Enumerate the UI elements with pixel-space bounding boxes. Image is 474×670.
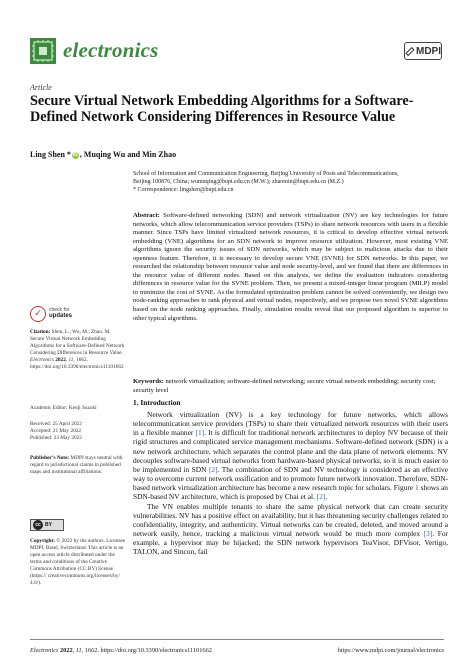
citation-link[interactable]: [1] bbox=[195, 428, 205, 438]
check-for-updates-button[interactable] bbox=[30, 306, 72, 322]
publisher-name: MDPI bbox=[416, 45, 441, 57]
cc-license-badge[interactable] bbox=[30, 519, 64, 531]
abstract-label: Abstract: bbox=[133, 212, 160, 219]
abstract-text: Software-defined networking (SDN) and network virtualization (NV) are key technologies for future networks, which allow telecommunication service providers (TSPs) to share network resources with users in a flexible manner. Since TSPs have limited virtualized network resources, it is critical to develop effective virtual network embedding (VNE) algorithms for an SDN network to improve resource utilization. However, most existing VNE algorithms ignore the security issues of SDN networks, which may be subject to malicious attacks due to their openness feature. Therefore, it is necessary to develop secure VNE (SVNE) for SDN networks. In this paper, we researched the relationship between resource value and node security-level, and we found that there are differences in the resource value of different nodes. Based on this analysis, we define the evaluation indicators considering differences in resource value for the SVNE problem. Then, we present a mixed-integer linear program (MILP) model to minimize the cost of SVNE. As the formulated optimization problem cannot be solved conveniently, we design two node-ranking approaches to rank physical and virtual nodes, respectively, and we propose two novel SVNE algorithms based on the node ranking approaches. Finally, simulation results reveal that our proposed algorithm is superior to other typical algorithms. bbox=[133, 212, 449, 322]
publisher-note: Publisher’s Note: MDPI stays neutral with regard to jurisdictional claims in published maps and institutional affiliations. bbox=[30, 455, 123, 475]
copyright-block: Copyright: © 2022 by the authors. Licensee MDPI, Basel, Switzerland. This article is an open access article distributed under the terms and conditions of the Creative Commons Attribution (CC BY) license (https:// creativecommons.org/licenses/by/ 4.0/). bbox=[30, 538, 126, 586]
mdpi-diamond-icon bbox=[405, 46, 414, 55]
abstract bbox=[133, 212, 448, 323]
author-rest[interactable]: , Muqing Wu and Min Zhao bbox=[79, 150, 177, 159]
citation-doi[interactable]: , 1662. https://doi.org/10.3390/electronics11101662 bbox=[30, 357, 124, 370]
received-date: Received: 25 April 2022 bbox=[30, 421, 82, 427]
correspondence: * Correspondence: lingshen@bupt.edu.cn bbox=[133, 187, 234, 194]
journal-logo-icon bbox=[30, 38, 56, 64]
affiliation-line: School of Information and Communication Engineering, Beijing University of Posts and Telecommunications, bbox=[133, 171, 399, 177]
section-heading: 1. Introduction bbox=[133, 398, 181, 407]
keywords bbox=[133, 378, 448, 395]
citation-block: Citation: Shen, L.; Wu, M.; Zhao, M. Secure Virtual Network Embedding Algorithms for a Software-Defined Network Considering Differences in Resource Value. Electronics 2022, 11, 1662. https://doi.org/10.3390/electronics11101662 bbox=[30, 329, 125, 370]
footer-divider bbox=[30, 639, 444, 640]
published-date: Published: 23 May 2022 bbox=[30, 435, 82, 441]
paragraph: Network virtualization (NV) is a key technology for future networks, which allows telecommunication service providers (TSPs) to share their virtualized network resources with their users in a flexible manner [1]. It is difficult for traditional network architectures to deploy NV because of their rigid structures and complicated service management mechanisms. Software-defined network (SDN) is a new network architecture, which separates the control plane and the data plane of network elements. NV decouples software-based virtual networks from hardware-based physical networks, so it is much easier to be implemented in SDN [2]. The combination of SDN and NV technology is considered as an effective way to overcome current network ossification and to promote future network innovation. Therefore, SDN-based network virtualization architecture has become a new research topic for scholars. Figure 1 shows an SDN-based NV architecture, which is proposed by Chai et al. [2]. bbox=[133, 410, 449, 502]
footer-doi[interactable]: , 1662. https://doi.org/10.3390/electronics11101662 bbox=[81, 647, 212, 654]
article-type: Article bbox=[30, 83, 52, 92]
publisher-logo[interactable] bbox=[404, 42, 442, 60]
author-first[interactable]: Ling Shen * bbox=[30, 150, 71, 159]
citation-link[interactable]: [2] bbox=[316, 492, 326, 502]
footer-journal-link[interactable]: https://www.mdpi.com/journal/electronics bbox=[337, 647, 444, 654]
introduction-body bbox=[133, 410, 448, 557]
orcid-icon[interactable]: iD bbox=[72, 152, 78, 158]
citation-link[interactable]: [2] bbox=[208, 464, 218, 474]
updates-label: updates bbox=[49, 313, 73, 319]
accepted-date: Accepted: 21 May 2022 bbox=[30, 428, 82, 434]
author-list bbox=[30, 150, 176, 159]
paper-title: Secure Virtual Network Embedding Algorithms for a Software-Defined Network Considering Differences in Resource Value bbox=[30, 93, 414, 125]
figure-link[interactable]: 1 bbox=[415, 483, 419, 493]
affiliation-line: Beijing 100876, China; wumuqing@bupt.edu.cn (M.W.); zhaomin@bupt.edu.cn (M.Z.) bbox=[133, 179, 344, 186]
cc-by-label: BY bbox=[45, 522, 52, 528]
check-updates-icon: ✓ bbox=[30, 306, 46, 322]
footer-citation: Electronics 2022, 11, 1662. https://doi.org/10.3390/electronics11101662 bbox=[30, 647, 212, 654]
academic-editor: Academic Editor: Kenji Suzuki bbox=[30, 405, 97, 411]
keywords-label: Keywords: bbox=[133, 378, 164, 385]
journal-name[interactable]: electronics bbox=[63, 38, 159, 62]
dates-block bbox=[30, 421, 126, 442]
check-label: check for bbox=[49, 307, 70, 314]
keywords-text: network virtualization; software-defined networking; secure virtual network embedding; security cost; security level bbox=[133, 378, 436, 394]
affiliation bbox=[133, 170, 453, 195]
citation-link[interactable]: [3] bbox=[423, 529, 433, 539]
paragraph: The VN enables multiple tenants to share the same physical network that can create security vulnerabilities. NV has a positive effect on availability, but it has threatening security challenges related to confidentiality, integrity, and authenticity. Virtual networks can be created, deleted, and moved around a network easily, hence, tracking a malicious virtual network would be much more complex [3]. For example, a hypervisor may be hijacked; the SDN network hypervisors TeaVisor, DFVisor, Vertigo, TALON, and Sincon, fail bbox=[133, 501, 449, 557]
cc-icon: cc bbox=[33, 520, 43, 530]
